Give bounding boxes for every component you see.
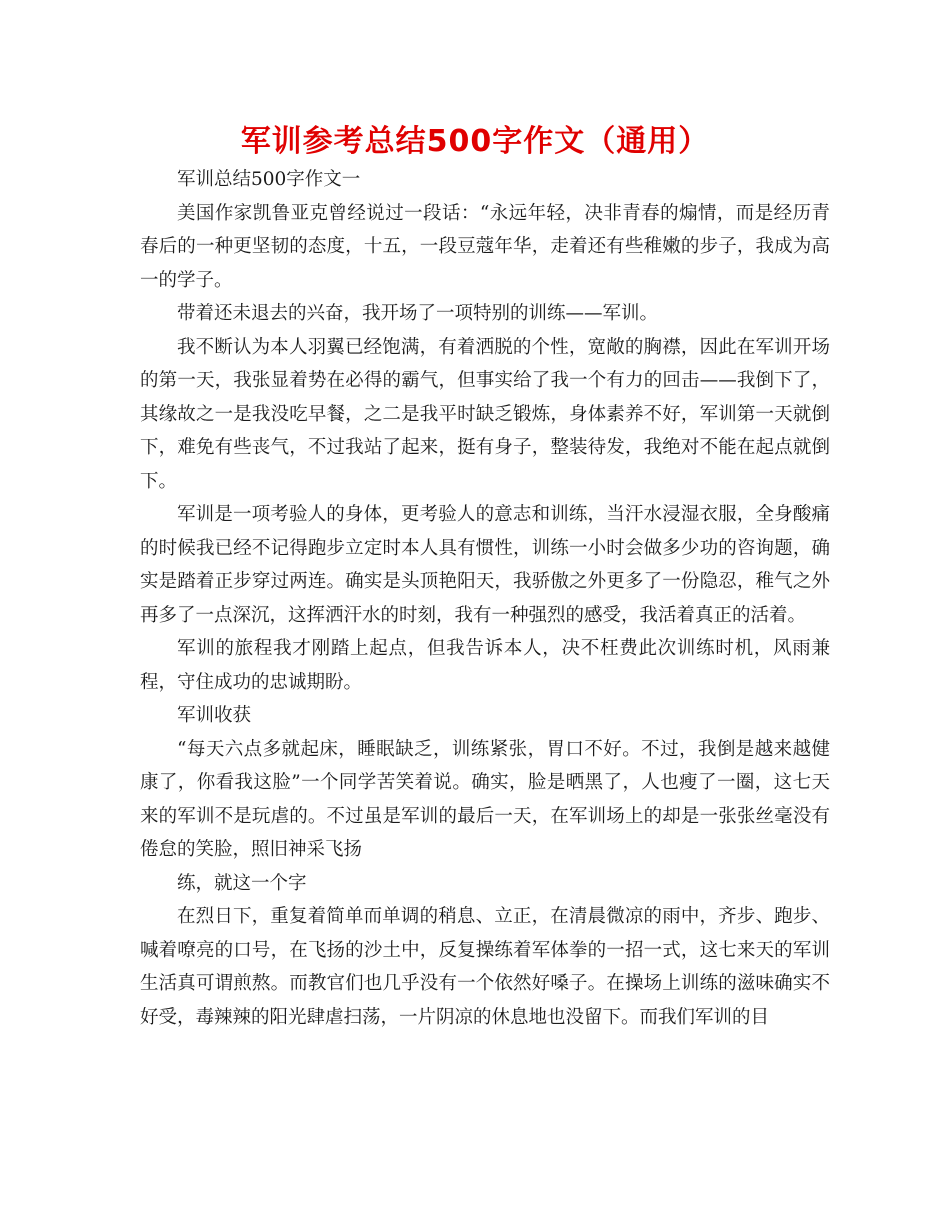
paragraph: 我不断认为本人羽翼已经饱满，有着洒脱的个性，宽敞的胸襟，因此在军训开场的第一天，我张显着势在必得的霸气，但事实给了我一个有力的回击——我倒下了，其缘故之一是我没吃早餐，之二是我平时缺乏锻炼，身体素养不好，军训第一天就倒下，难免有些丧气，不过我站了起来，挺有身子，整装待发，我绝对不能在起点就倒下。 [140, 336, 830, 492]
paragraph: “每天六点多就起床，睡眠缺乏，训练紧张，胃口不好。不过，我倒是越来越健康了，你看我这脸”一个同学苦笑着说。确实，脸是晒黑了，人也瘦了一圈，这七天来的军训不是玩虐的。不过虽是军训的最后一天，在军训场上的却是一张张丝毫没有倦怠的笑脸，照旧神采飞扬 [140, 738, 830, 860]
document-title: 军训参考总结500字作文（通用） [240, 124, 710, 159]
paragraph: 带着还未退去的兴奋，我开场了一项特别的训练——军训。 [177, 303, 659, 324]
paragraph: 美国作家凯鲁亚克曾经说过一段话：“永远年轻，决非青春的煽情，而是经历青春后的一种更坚韧的态度，十五，一段豆蔻年华，走着还有些稚嫩的步子，我成为高一的学子。 [140, 202, 830, 291]
section-heading: 军训收获 [177, 705, 252, 726]
paragraph: 军训是一项考验人的身体，更考验人的意志和训练，当汗水浸湿衣服，全身酸痛的时候我已经不记得跑步立定时本人具有惯性，训练一小时会做多少功的咨询题，确实是踏着正步穿过两连。确实是头顶艳阳天，我骄傲之外更多了一份隐忍，稚气之外再多了一点深沉，这挥洒汗水的时刻，我有一种强烈的感受，我活着真正的活着。 [140, 504, 830, 626]
section-heading: 军训总结500字作文一 [177, 169, 361, 190]
paragraph: 练，就这一个字 [177, 872, 307, 894]
document-body [140, 163, 830, 1034]
paragraph: 军训的旅程我才刚踏上起点，但我告诉本人，决不枉费此次训练时机，风雨兼程，守住成功的忠诚期盼。 [140, 638, 830, 693]
paragraph: 在烈日下，重复着简单而单调的稍息、立正，在清晨微凉的雨中，齐步、跑步、喊着嘹亮的口号，在飞扬的沙土中，反复操练着军体拳的一招一式，这七来天的军训生活真可谓煎熬。而教官们也几乎没有一个依然好嗓子。在操场上训练的滋味确实不好受，毒辣辣的阳光肆虐扫荡，一片阴凉的休息地也没留下。而我们军训的目 [140, 906, 830, 1028]
